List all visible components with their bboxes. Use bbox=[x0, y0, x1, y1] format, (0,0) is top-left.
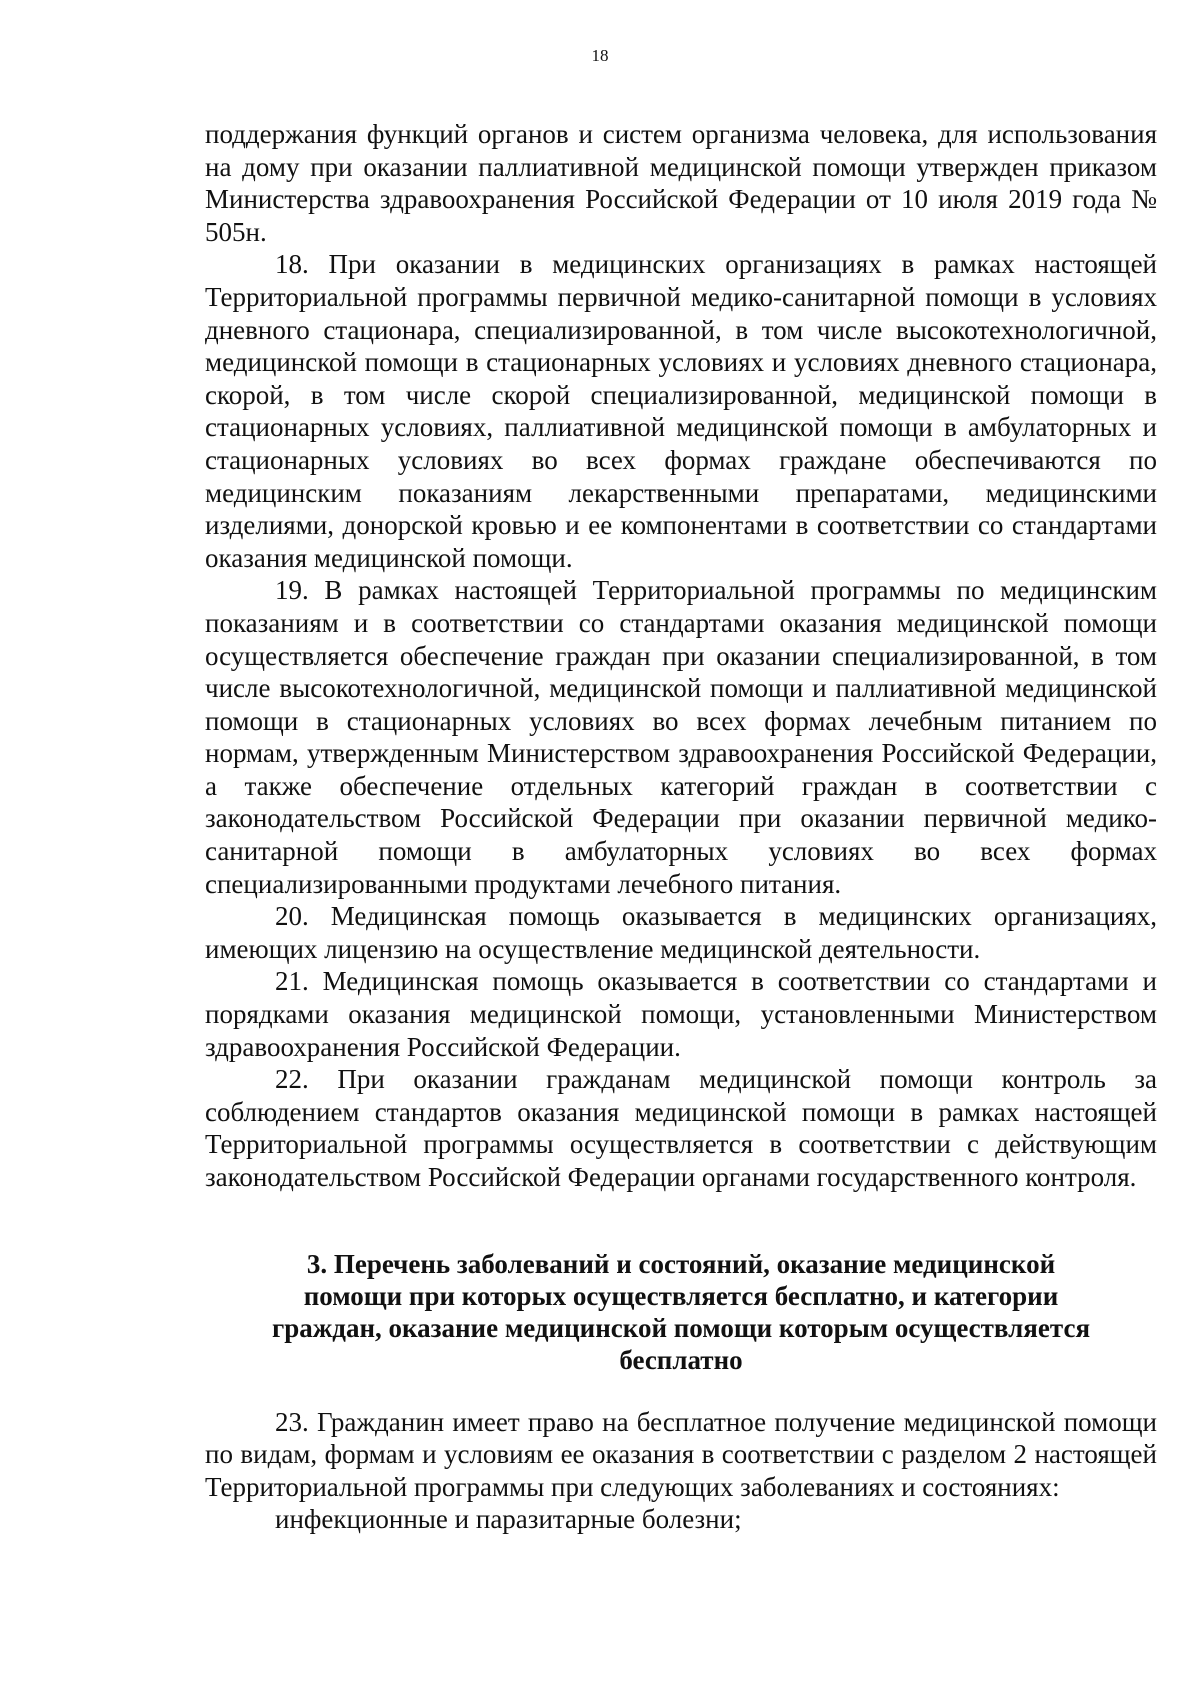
paragraph-continuation: поддержания функций органов и систем организма человека, для использования на дому при оказании паллиативной медицинской помощи утвержден приказом Министерства здравоохранения Российской Федерации от 10 июля 2019 года № 505н. bbox=[205, 119, 1157, 247]
page-number: 18 bbox=[591, 46, 609, 65]
list-item: инфекционные и паразитарные болезни; bbox=[275, 1504, 742, 1535]
paragraph-18: 18. При оказании в медицинских организациях в рамках настоящей Территориальной программы первичной медико-санитарной помощи в условиях дневного стационара, специализированной, в том числе высокотехнологичной, медицинской помощи в стационарных условиях и условиях дневного стационара, скорой, в том числе скорой специализированной, медицинской помощи в стационарных условиях, паллиативной медицинской помощи в амбулаторных и стационарных условиях во всех формах граждане обеспечиваются по медицинским показаниям лекарственными препаратами, медицинскими изделиями, донорской кровью и ее компонентами в соответствии со стандартами оказания медицинской помощи. bbox=[205, 249, 1157, 573]
paragraph-22: 22. При оказании гражданам медицинской помощи контроль за соблюдением стандартов оказания медицинской помощи в рамках настоящей Территориальной программы осуществляется в соответствии с действующим законодательством Российской Федерации органами государственного контроля. bbox=[205, 1064, 1157, 1192]
paragraph-23: 23. Гражданин имеет право на бесплатное получение медицинской помощи по видам, формам и условиям ее оказания в соответствии с разделом 2 настоящей Территориальной программы при следующих заболеваниях и состояниях: bbox=[205, 1406, 1157, 1502]
paragraph-20: 20. Медицинская помощь оказывается в медицинских организациях, имеющих лицензию на осуществление медицинской деятельности. bbox=[205, 901, 1157, 964]
paragraph-19: 19. В рамках настоящей Территориальной программы по медицинским показаниям и в соответствии со стандартами оказания медицинской помощи осуществляется обеспечение граждан при оказании специализированной, в том числе высокотехнологичной, медицинской помощи и паллиативной медицинской помощи в стационарных условиях во всех формах лечебным питанием по нормам, утвержденным Министерством здравоохранения Российской Федерации, а также обеспечение отдельных категорий граждан в соответствии с законодательством Российской Федерации при оказании первичной медико-санитарной помощи в амбулаторных условиях во всех формах специализированными продуктами лечебного питания. bbox=[205, 575, 1157, 899]
paragraph-21: 21. Медицинская помощь оказывается в соответствии со стандартами и порядками оказания медицинской помощи, установленными Министерством здравоохранения Российской Федерации. bbox=[205, 966, 1157, 1062]
section-heading: 3. Перечень заболеваний и состояний, оказание медицинской помощи при которых осуществляется бесплатно, и категории граждан, оказание медицинской помощи которым осуществляется бесплатно bbox=[271, 1248, 1091, 1375]
document-body bbox=[205, 118, 1157, 1536]
